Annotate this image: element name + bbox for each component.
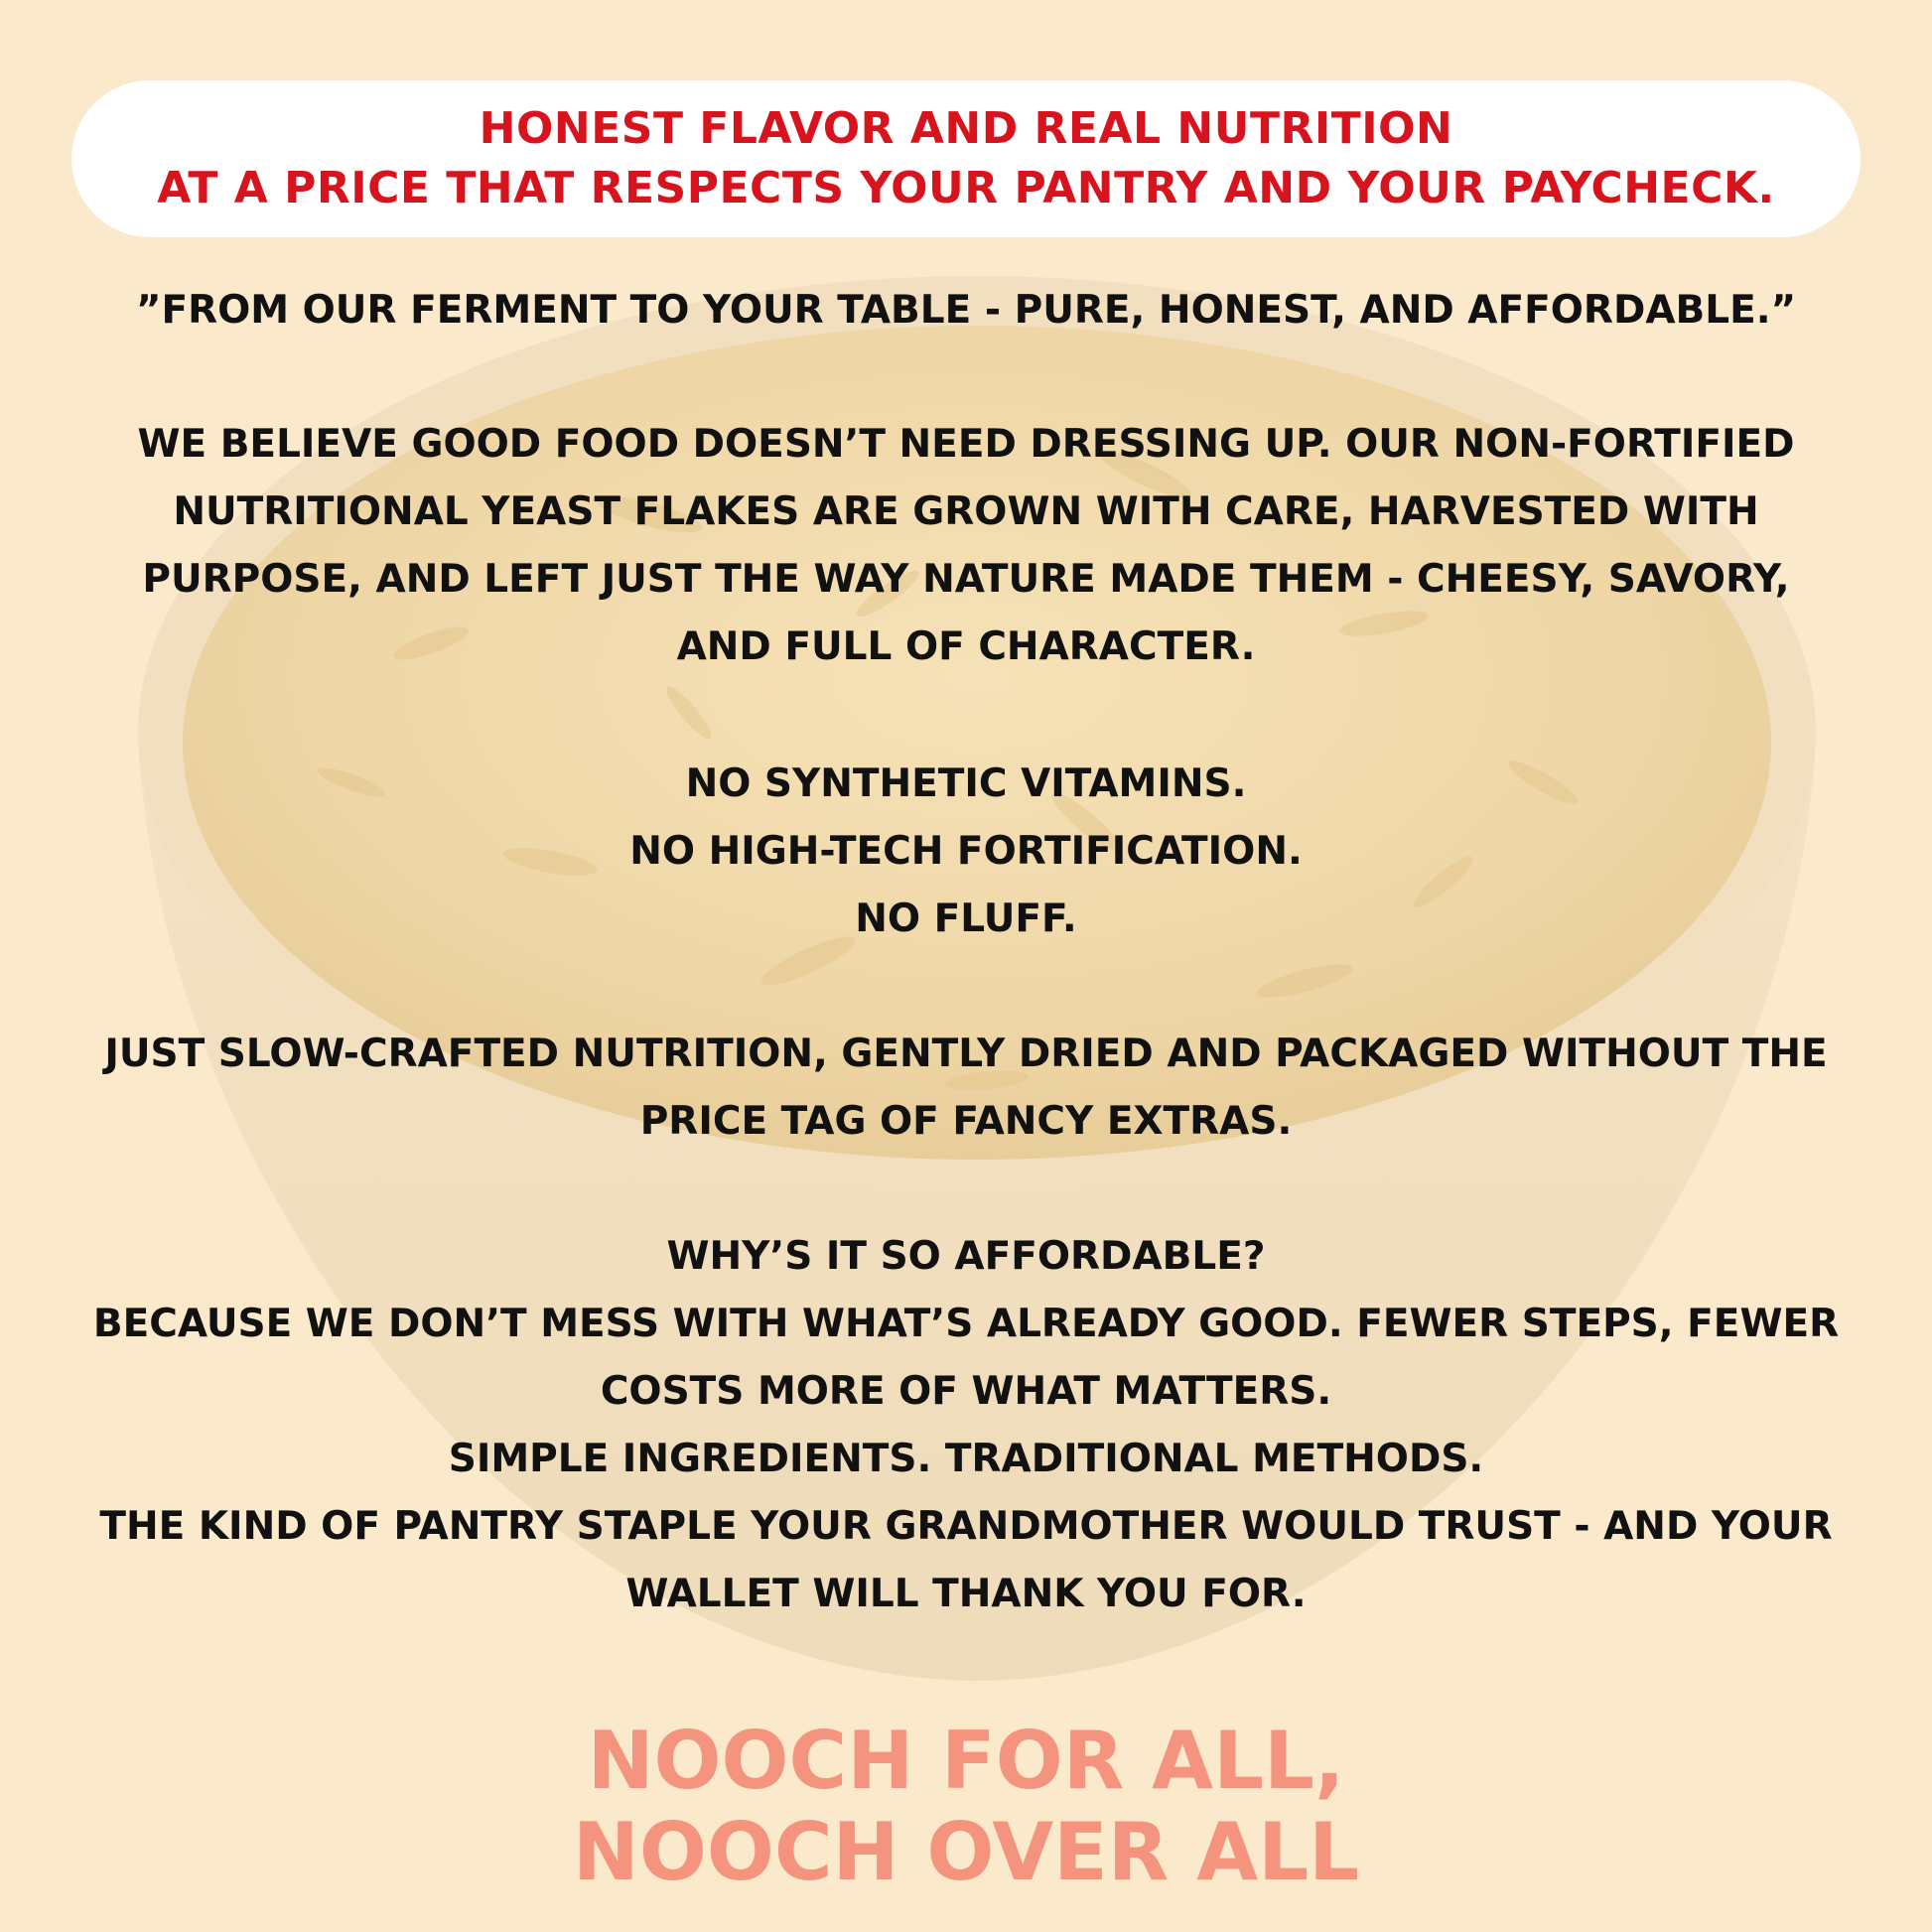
- header-line-1: HONEST FLAVOR AND REAL NUTRITION: [479, 103, 1453, 154]
- no-list: [60, 751, 1872, 953]
- just-line: PRICE TAG OF FANCY EXTRAS.: [639, 1099, 1293, 1144]
- intro-line: NUTRITIONAL YEAST FLAKES ARE GROWN WITH CARE, HARVESTED WITH: [173, 489, 1759, 534]
- why-question: WHY’S IT SO AFFORDABLE?: [666, 1234, 1266, 1279]
- header-banner: [71, 80, 1861, 237]
- no-list-item: NO SYNTHETIC VITAMINS.: [685, 761, 1247, 806]
- intro-paragraph: [60, 411, 1872, 681]
- why-line: COSTS MORE OF WHAT MATTERS.: [600, 1369, 1332, 1414]
- no-list-item: NO HIGH-TECH FORTIFICATION.: [629, 829, 1303, 874]
- header-line-2: AT A PRICE THAT RESPECTS YOUR PANTRY AND YOUR PAYCHECK.: [157, 163, 1775, 213]
- intro-line: WE BELIEVE GOOD FOOD DOESN’T NEED DRESSING UP. OUR NON-FORTIFIED: [137, 422, 1795, 467]
- tagline: [0, 1716, 1932, 1898]
- why-line: WALLET WILL THANK YOU FOR.: [625, 1572, 1307, 1616]
- intro-line: PURPOSE, AND LEFT JUST THE WAY NATURE MADE THEM - CHEESY, SAVORY,: [142, 557, 1790, 602]
- why-line: BECAUSE WE DON’T MESS WITH WHAT’S ALREADY GOOD. FEWER STEPS, FEWER: [92, 1302, 1840, 1346]
- just-paragraph: [60, 1021, 1872, 1156]
- why-line: THE KIND OF PANTRY STAPLE YOUR GRANDMOTHER WOULD TRUST - AND YOUR: [99, 1504, 1833, 1549]
- quote-text: ”FROM OUR FERMENT TO YOUR TABLE - PURE, HONEST, AND AFFORDABLE.”: [135, 288, 1797, 333]
- why-line: SIMPLE INGREDIENTS. TRADITIONAL METHODS.: [448, 1437, 1484, 1481]
- tagline-line-1: NOOCH FOR ALL,: [587, 1715, 1345, 1807]
- tagline-line-2: NOOCH OVER ALL: [572, 1806, 1360, 1898]
- just-line: JUST SLOW-CRAFTED NUTRITION, GENTLY DRIED AND PACKAGED WITHOUT THE: [104, 1032, 1828, 1076]
- no-list-item: NO FLUFF.: [855, 897, 1077, 941]
- why-section: [60, 1223, 1872, 1628]
- intro-line: AND FULL OF CHARACTER.: [676, 624, 1256, 669]
